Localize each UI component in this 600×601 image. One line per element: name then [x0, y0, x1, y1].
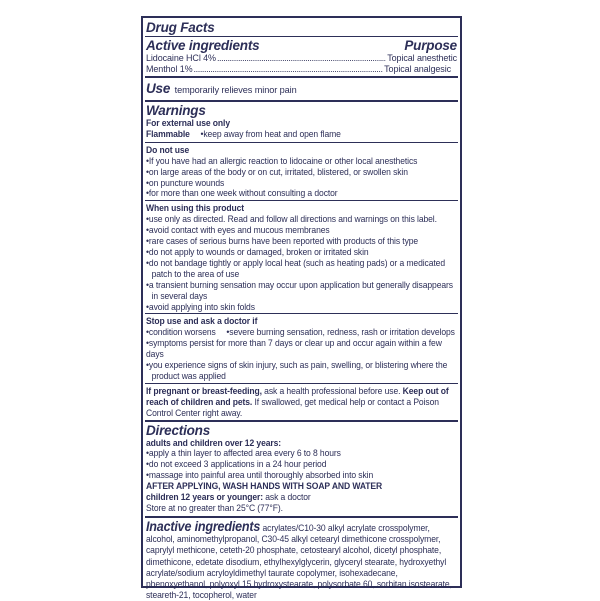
- do-not-use-section: [145, 142, 458, 201]
- adults-heading: adults and children over 12 years:: [146, 437, 282, 448]
- list-item: • If you have had an allergic reaction to lidocaine or other local anesthetics: [146, 156, 457, 167]
- pregnancy-section: [145, 383, 458, 420]
- pregnant-warning-text: ask a health professional before use.: [261, 385, 403, 396]
- ingredient-purpose: Topical analgesic: [384, 63, 451, 74]
- active-ingredient-row: [146, 53, 457, 64]
- list-item: • you experience signs of skin injury, such as pain, swelling, or blistering where the product was applied: [146, 360, 457, 382]
- directions-section: [145, 420, 458, 516]
- list-item: • do not exceed 3 applications in a 24 hour period: [146, 459, 457, 470]
- keep-out-text: If swallowed, get medical help or contact a Poison Control Center right away.: [146, 396, 439, 418]
- list-item: • condition worsens: [146, 327, 216, 337]
- storage-text: Store at no greater than 25°C (77°F).: [146, 503, 283, 513]
- list-item: • use only as directed. Read and follow all directions and warnings on this label.: [146, 214, 457, 225]
- warnings-section: [145, 100, 458, 142]
- inactive-ingredients-text: acrylates/C10-30 alkyl acrylate crosspolymer, alcohol, aminomethylpropanol, C30-45 alkyl cetearyl dimethicone crosspolymer, caprylyl methicone, ceteth-20 phosphate, cetostearyl alcohol, dicetyl phosphate, dimethicone, edetate disodium, ethylhexylglycerin, glyceryl stearate, hydroxyethyl acrylate/sodium acryloyldimethyl taurate copolymer, isohexadecane, phenoxyethanol, polyoxyl 15 hydroxystearate, polysorbate 60, sorbitan isostearate, steareth-21, tocopherol, water: [146, 522, 452, 601]
- list-item: • on puncture wounds: [146, 178, 457, 189]
- external-use-text: For external use only: [146, 118, 231, 128]
- list-item: • avoid applying into skin folds: [146, 302, 457, 313]
- header-section: [145, 18, 458, 36]
- active-ingredients-heading: Active ingredients: [146, 38, 260, 53]
- when-using-section: [145, 200, 458, 313]
- list-item: • rare cases of serious burns have been reported with products of this type: [146, 236, 457, 247]
- list-item: • a transient burning sensation may occur upon application but generally disappears in several days: [146, 280, 457, 302]
- stop-use-heading: Stop use and ask a doctor if: [146, 316, 258, 327]
- purpose-heading: Purpose: [404, 38, 457, 53]
- ingredient-purpose: Topical anesthetic: [387, 53, 457, 63]
- use-heading: Use: [146, 81, 171, 96]
- do-not-use-heading: Do not use: [146, 144, 190, 155]
- inactive-ingredients-section: [145, 516, 458, 601]
- use-section: [145, 76, 458, 100]
- keep-out-bold: Keep out of reach of children and pets.: [146, 385, 449, 407]
- drug-facts-panel: [141, 16, 462, 601]
- after-applying-text: AFTER APPLYING, WASH HANDS WITH SOAP AND WATER: [146, 481, 383, 492]
- use-text: temporarily relieves minor pain: [174, 85, 297, 95]
- active-ingredient-row: [146, 64, 457, 75]
- stop-use-section: [145, 313, 458, 382]
- warnings-heading: Warnings: [146, 103, 206, 118]
- list-item: • do not apply to wounds or damaged, broken or irritated skin: [146, 247, 457, 258]
- active-ingredients-section: [145, 36, 458, 76]
- flammable-label: Flammable: [146, 128, 190, 139]
- children-heading: children 12 years or younger:: [146, 492, 263, 503]
- list-item: • massage into painful area until thoroughly absorbed into skin: [146, 470, 457, 481]
- inactive-ingredients-heading: Inactive ingredients: [146, 518, 261, 534]
- directions-heading: Directions: [146, 422, 211, 438]
- leader-dots: [217, 53, 386, 64]
- list-item: • symptoms persist for more than 7 days or clear up and occur again within a few days: [146, 338, 457, 360]
- list-item: • do not bandage tightly or apply local heat (such as heating pads) or a medicated patch to the area of use: [146, 258, 457, 280]
- list-item: • on large areas of the body or on cut, irritated, blistered, or swollen skin: [146, 167, 457, 178]
- list-item: • severe burning sensation, redness, rash or irritation develops: [218, 327, 455, 337]
- when-using-heading: When using this product: [146, 203, 245, 214]
- leader-dots: [194, 64, 384, 75]
- list-item: • avoid contact with eyes and mucous membranes: [146, 225, 457, 236]
- flammable-text: • keep away from heat and open flame: [192, 129, 341, 139]
- list-item: • for more than one week without consulting a doctor: [146, 188, 457, 199]
- list-item: • apply a thin layer to affected area every 6 to 8 hours: [146, 448, 457, 459]
- children-text: ask a doctor: [262, 492, 311, 503]
- drug-facts-title: Drug Facts: [146, 20, 215, 35]
- ingredient-name: Lidocaine HCl 4%: [146, 53, 216, 63]
- pregnant-warning-bold: If pregnant or breast-feeding,: [146, 385, 262, 396]
- ingredient-name: Menthol 1%: [146, 63, 193, 74]
